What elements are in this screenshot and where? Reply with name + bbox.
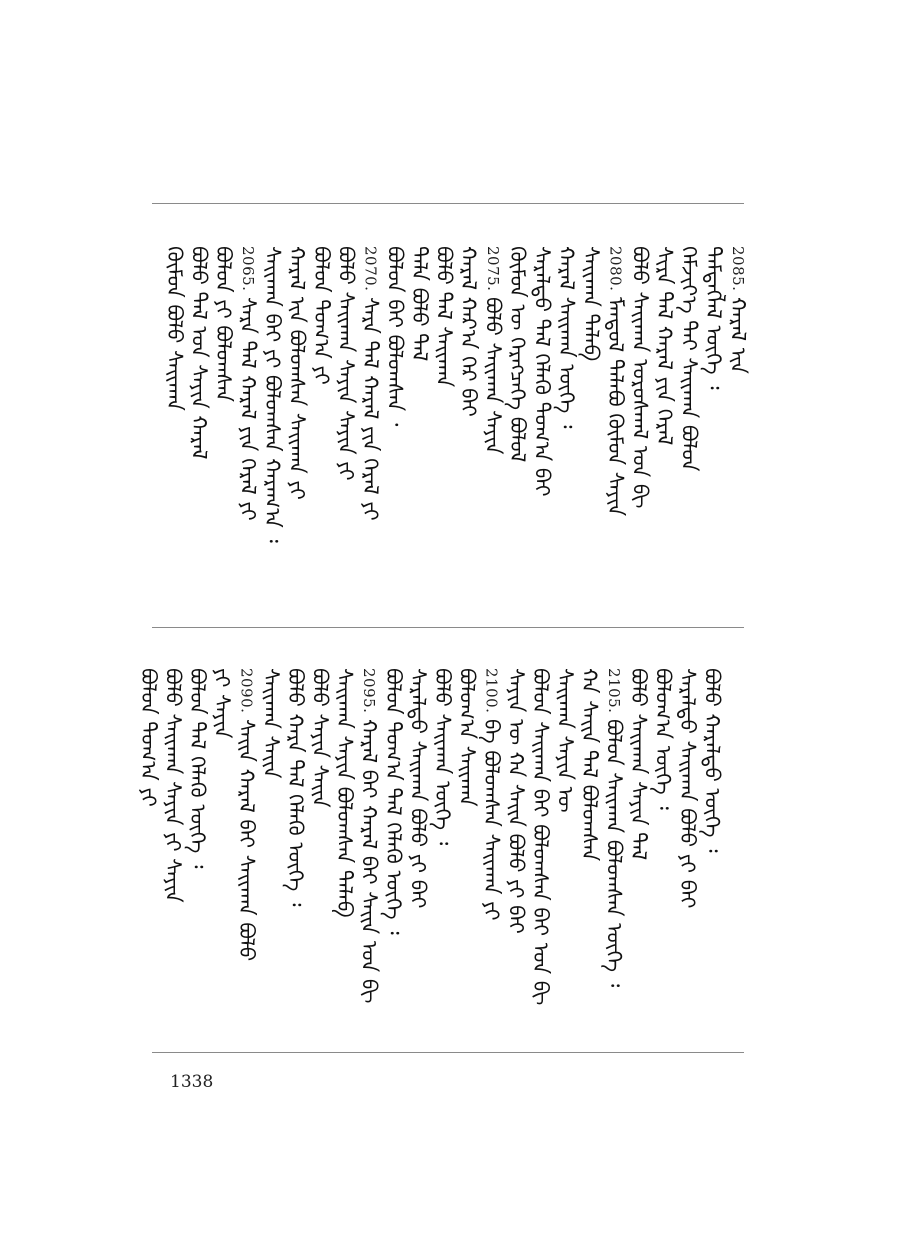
verse-text: ᠰᠠᠢᠨ ᠬᠠᠷᠠᠯ ᠪᠠᠢ ᠰᠠᠢᠬᠠᠨ ᠪᠣᠯᠤ xyxy=(234,719,259,962)
bottom-rule xyxy=(152,1052,744,1053)
verse-number: 2085. xyxy=(729,246,747,292)
verse-line xyxy=(282,668,310,907)
verse-line xyxy=(331,668,359,918)
verse-line xyxy=(479,246,507,455)
verse-line xyxy=(283,246,311,500)
verse-text: ᠪᠣᠯᠤᠨ ᠲᠣᠭ᠎ᠠ ᠶᠢ xyxy=(136,668,161,807)
verse-text: ᠪᠣᠯᠤ ᠲᠠᠯ ᠤᠨ ᠰᠠᠶᠢᠨ ᠬᠠᠷᠠᠯ xyxy=(187,246,211,460)
verse-line xyxy=(478,668,506,921)
verse-line xyxy=(602,246,630,517)
verse-line xyxy=(651,246,679,445)
verse-line xyxy=(159,668,187,903)
verse-line xyxy=(724,246,752,374)
verse-line xyxy=(259,246,287,543)
verse-line xyxy=(161,246,189,411)
verse-number: 2065. xyxy=(239,246,257,292)
verse-text: ᠪᠣᠯᠤᠨ ᠲᠠᠯ ᠬᠡᠯᠡᠬᠦ ᠦᠭᠡ ᠄ xyxy=(185,668,210,869)
verse-text: ᠪᠣᠯᠤᠨ ᠪᠠᠢ ᠪᠣᠯᠤᠭᠰᠠᠨ ᠂ xyxy=(383,246,407,427)
verse-text: ᠬᠠᠷᠠᠯ ᠰᠠᠢᠬᠠᠨ ᠦᠭᠡ ᠄ xyxy=(554,246,579,429)
verse-line xyxy=(380,668,408,935)
verse-text: ᠪᠣᠯᠤ ᠬᠠᠷᠠ ᠲᠠᠯ ᠬᠡᠯᠡᠬᠦ ᠦᠭᠡ ᠄ xyxy=(283,668,308,907)
verse-line xyxy=(453,668,481,807)
verse-line xyxy=(698,668,726,853)
verse-text: ᠪᠣᠯᠤ ᠲᠠᠯ ᠰᠠᠢᠬᠠᠨ xyxy=(432,246,456,388)
verse-text: ᠪᠣᠯᠤᠨ ᠶᠢ ᠪᠣᠯᠤᠭᠰᠠᠨ xyxy=(211,246,236,402)
verse-text: ᠰᠠᠷᠠᠯᠳᠤ ᠰᠠᠢᠬᠠᠨ ᠪᠣᠯᠤ ᠶᠢ ᠪᠠᠢ xyxy=(675,668,700,909)
verse-text: ᠪᠣᠯᠤ ᠰᠠᠢᠬᠠᠨ ᠦᠭᠡ ᠄ xyxy=(430,668,455,846)
verse-line xyxy=(626,246,654,508)
verse-text: ᠬᠡᠮᠵᠢᠶ᠎ᠡ ᠲᠠᠢ ᠰᠠᠢᠬᠠᠨ ᠪᠣᠯᠤᠨ xyxy=(677,246,701,472)
verse-text: ᠬᠦᠮᠦᠨ ᠦ ᠬᠡᠷᠡᠭᠴᠡᠭᠡ ᠪᠣᠯᠤᠯ xyxy=(505,246,530,463)
verse-line xyxy=(600,668,628,988)
verse-line xyxy=(208,668,236,738)
verse-line xyxy=(649,668,677,810)
verse-number: 2075. xyxy=(484,246,502,292)
verse-line xyxy=(455,246,483,417)
verse-number: 2080. xyxy=(606,246,625,292)
verse-line xyxy=(184,668,212,868)
verse-text: ᠬᠠᠷᠠᠯ ᠢᠨ ᠪᠣᠯᠤᠭᠰᠠᠨ ᠰᠠᠢᠬᠠᠨ ᠶᠢ xyxy=(285,246,309,500)
verse-line xyxy=(430,246,458,387)
verse-line xyxy=(551,668,579,813)
verse-line xyxy=(504,246,532,462)
verse-text: ᠪᠣᠯᠤ ᠰᠠᠢᠬᠠᠨ ᠰᠠᠶᠢᠨ ᠰᠠᠶᠢᠨ ᠶᠢ xyxy=(334,246,358,481)
verse-text: ᠪᠣᠯᠤ ᠬᠠᠷᠠᠯᠳᠤ ᠦᠭᠡ ᠄ xyxy=(700,668,724,853)
verse-text: ᠬᠦᠮᠦᠨ ᠪᠣᠯᠤ ᠰᠠᠢᠬᠠᠨ xyxy=(162,246,187,411)
verse-text: ᠪᠣᠯᠤᠨ ᠰᠠᠢᠬᠠᠨ ᠪᠠᠢ ᠪᠣᠯᠤᠭᠰᠠᠨ ᠪᠠᠢ ᠤᠨ ᠪᠢ xyxy=(528,668,553,1006)
verse-text: ᠰᠠᠶᠢᠨ ᠦ ᠬᠠ ᠰᠠᠢᠨ ᠪᠣᠯᠤ ᠶᠢ ᠪᠠᠢ xyxy=(504,668,528,934)
verse-line xyxy=(404,668,432,908)
verse-line xyxy=(625,668,653,860)
verse-line xyxy=(502,668,530,934)
verse-text: ᠬᠠ ᠰᠠᠢᠨ ᠲᠠᠯ ᠪᠣᠯᠤᠭᠰᠠᠨ xyxy=(577,668,602,862)
verse-line xyxy=(308,246,336,385)
verse-line xyxy=(357,246,385,521)
verse-text: ᠪᠣᠯᠤ ᠰᠠᠶᠢᠨ ᠰᠠᠢᠨ xyxy=(308,668,332,808)
verse-text: ᠶᠢ ᠰᠠᠶᠢᠨ xyxy=(210,668,234,739)
verse-text: ᠰᠠᠢᠬᠠᠨ ᠲᠠᠯᠠᠪ xyxy=(579,246,603,362)
verse-text: ᠪᠣᠯᠤᠨ ᠰᠠᠢᠬᠠᠨ ᠪᠣᠯᠤᠭᠰᠠᠨ ᠦᠭᠡ ᠄ xyxy=(602,719,626,988)
verse-text: ᠬᠠᠷᠠᠯ ᠪᠠᠢ ᠬᠠᠷᠠᠯ ᠪᠠᠢ ᠰᠠᠢᠨ ᠤᠨ ᠪᠢ xyxy=(357,719,381,1004)
verse-line xyxy=(210,246,238,402)
verse-line xyxy=(135,668,163,807)
verse-text: ᠰᠠᠷᠠᠯᠳᠤ ᠰᠠᠢᠬᠠᠨ ᠪᠣᠯᠤ ᠶᠢ ᠪᠠᠢ xyxy=(406,668,430,909)
page-number: 1338 xyxy=(170,1072,214,1092)
verse-text: ᠬᠠᠷᠠᠯ ᠢᠨ xyxy=(726,297,750,375)
verse-line xyxy=(553,246,581,428)
verse-text: ᠬᠠᠷᠠᠯ ᠬᠠᠷ᠎ᠠ ᠭᠡᠷ ᠪᠠᠢ xyxy=(456,246,481,417)
verse-line xyxy=(675,246,703,472)
verse-line xyxy=(429,668,457,845)
verse-text: ᠮᠠᠨᠳᠤᠯ ᠲᠠᠯᠠᠪᠤ ᠬᠦᠮᠦᠨ ᠰᠠᠶᠢᠨ xyxy=(603,297,628,517)
verse-number: 2105. xyxy=(605,668,623,714)
verse-number: 2070. xyxy=(361,246,380,292)
verse-line xyxy=(234,246,262,521)
top-rule xyxy=(152,203,744,204)
verse-line xyxy=(700,246,728,390)
middle-rule xyxy=(152,627,744,628)
verse-text: ᠪᠣᠯᠤᠭ᠎ᠠ ᠰᠠᠢᠬᠠᠨ xyxy=(455,668,479,807)
verse-text: ᠪᠠ ᠪᠣᠯᠤᠭᠰᠠᠨ ᠰᠠᠢᠬᠠᠨ ᠶᠢ xyxy=(479,719,504,921)
verse-line xyxy=(306,668,334,808)
verse-text: ᠲᠡᠮᠳᠡᠭᠯᠡᠯ ᠦᠭᠡ ᠄ xyxy=(701,246,726,390)
verse-line xyxy=(528,246,556,497)
verse-text: ᠰᠠᠢᠬᠠᠨ ᠰᠠᠶᠢᠨ ᠦ xyxy=(553,668,577,813)
verse-text: ᠰᠠᠢᠬᠠᠨ ᠪᠠᠢ ᠶᠢ ᠪᠣᠯᠤᠭᠰᠠᠨ ᠬᠠᠷᠠᠭ᠎ᠠ ᠄ xyxy=(260,246,285,543)
verse-text: ᠪᠣᠯᠤᠨ ᠲᠣᠭ᠎ᠠ ᠲᠠᠯ ᠬᠡᠯᠡᠬᠦ ᠦᠭᠡ ᠄ xyxy=(381,668,406,935)
verse-text: ᠰᠠᠢᠬᠠᠨ ᠰᠠᠶᠢᠨ ᠪᠣᠯᠤᠭᠰᠠᠨ ᠲᠠᠯᠠᠪ xyxy=(332,668,357,918)
verse-text: ᠰᠠᠢᠬᠠᠨ ᠰᠠᠢᠨ xyxy=(259,668,283,779)
verse-line xyxy=(332,246,360,481)
verse-text: ᠪᠣᠯᠤ ᠰᠠᠢᠬᠠᠨ ᠤᠷᠤᠰᠬᠠᠯ ᠤᠨ ᠪᠢ xyxy=(628,246,652,509)
verse-line xyxy=(674,668,702,908)
verse-text: ᠲᠠᠯᠠ ᠪᠣᠯᠤ ᠲᠠᠯ xyxy=(407,246,432,362)
verse-line xyxy=(381,246,409,426)
verse-text: ᠪᠣᠯᠤ ᠰᠠᠢᠬᠠᠨ ᠰᠠᠶᠢᠨ ᠲᠠᠯ xyxy=(626,668,651,861)
verse-text: ᠪᠣᠯᠤᠭ᠎ᠠ ᠦᠭᠡ ᠄ xyxy=(651,668,675,810)
verse-text: ᠰᠠᠷᠠ ᠲᠠᠯ ᠬᠠᠷᠠᠯ ᠶᠢᠨ ᠭᠡᠷᠡᠯ ᠶᠢ xyxy=(236,297,260,522)
verse-line xyxy=(527,668,555,1005)
verse-number: 2090. xyxy=(237,668,256,714)
verse-number: 2095. xyxy=(360,668,378,714)
verse-text: ᠰᠠᠷᠠᠯᠳᠤ ᠲᠠᠯ ᠬᠡᠯᠡᠬᠦ ᠲᠣᠭ᠎ᠠ ᠪᠠᠢ xyxy=(530,246,554,497)
verse-line xyxy=(355,668,383,1004)
verse-text: ᠪᠣᠯᠤ ᠰᠠᠢᠬᠠᠨ ᠰᠠᠶᠢᠨ ᠶᠢ ᠰᠠᠶᠢᠨ xyxy=(161,668,185,903)
verse-text: ᠪᠣᠯᠤᠨ ᠲᠣᠭ᠎ᠠ ᠶᠢ xyxy=(309,246,334,385)
verse-line xyxy=(406,246,434,361)
verse-text: ᠰᠠᠷᠠ ᠲᠠᠯ ᠬᠠᠷᠠᠯ ᠶᠢᠨ ᠭᠡᠷᠡᠯ ᠶᠢ xyxy=(358,297,383,522)
verse-line xyxy=(185,246,213,459)
verse-line xyxy=(257,668,285,779)
verse-number: 2100. xyxy=(482,668,501,714)
verse-line xyxy=(577,246,605,361)
verse-line xyxy=(576,668,604,861)
verse-line xyxy=(233,668,261,962)
verse-text: ᠪᠣᠯᠤ ᠰᠠᠢᠬᠠᠨ ᠰᠠᠶᠢᠨ xyxy=(481,297,505,455)
verse-text: ᠰᠢᠷᠠ ᠲᠠᠯ ᠬᠠᠷᠠᠯ ᠶᠢᠨ ᠭᠡᠷᠡᠯ xyxy=(652,246,677,446)
